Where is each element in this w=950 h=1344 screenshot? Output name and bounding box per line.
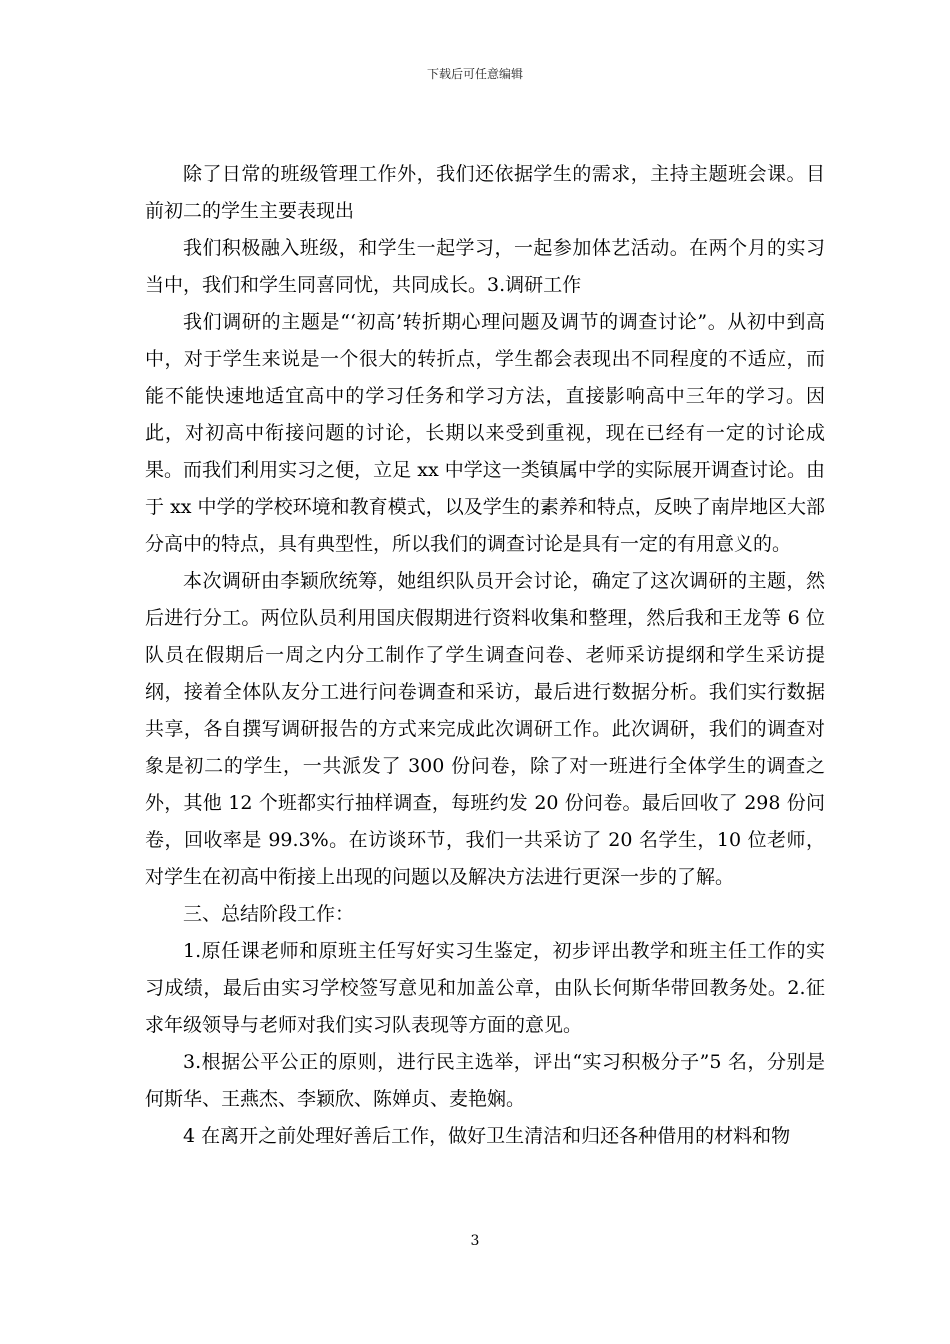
paragraph-summary-item-1-2: 1.原任课老师和原班主任写好实习生鉴定，初步评出教学和班主任工作的实习成绩，最后由实习学校签写意见和加盖公章，由队长何斯华带回教务处。2.征求年级领导与老师对我们实习队表现等方面的意见。	[145, 940, 825, 1036]
paragraph-class-meeting: 除了日常的班级管理工作外，我们还依据学生的需求，主持主题班会课。目前初二的学生主要表现出	[145, 163, 825, 222]
section-heading-summary: 三、总结阶段工作：	[183, 903, 355, 925]
paragraph-summary-item-4: 4 在离开之前处理好善后工作，做好卫生清洁和归还各种借用的材料和物	[183, 1125, 791, 1147]
page-number: 3	[470, 1233, 480, 1249]
document-body	[145, 156, 825, 1155]
paragraph-research-process: 本次调研由李颖欣统筹，她组织队员开会讨论，确定了这次调研的主题，然后进行分工。两位队员利用国庆假期进行资料收集和整理，然后我和王龙等 6 位队员在假期后一周之内分工制作了学生调查问卷、老师采访提纲和学生采访提纲，接着全体队友分工进行问卷调查和采访，最后进行数据分析。我们实行数据共享，各自撰写调研报告的方式来完成此次调研工作。此次调研，我们的调查对象是初二的学生，一共派发了 300 份问卷，除了对一班进行全体学生的调查之外，其他 12 个班都实行抽样调查，每班约发 20 份问卷。最后回收了 298 份问卷，回收率是 99.3%。在访谈环节，我们一共采访了 20 名学生，10 位老师，对学生在初高中衔接上出现的问题以及解决方法进行更深一步的了解。	[145, 570, 825, 888]
paragraph-research-topic: 我们调研的主题是“‘初高’转折期心理问题及调节的调查讨论”。从初中到高中，对于学生来说是一个很大的转折点，学生都会表现出不同程度的不适应，而能不能快速地适宜高中的学习任务和学习方法，直接影响高中三年的学习。因此，对初高中衔接问题的讨论，长期以来受到重视，现在已经有一定的讨论成果。而我们利用实习之便，立足 xx 中学这一类镇属中学的实际展开调查讨论。由于 xx 中学的学校环境和教育模式，以及学生的素养和特点，反映了南岸地区大部分高中的特点，具有典型性，所以我们的调查讨论是具有一定的有用意义的。	[145, 311, 825, 555]
paragraph-integration: 我们积极融入班级，和学生一起学习，一起参加体艺活动。在两个月的实习当中，我们和学生同喜同忧，共同成长。3.调研工作	[145, 237, 825, 296]
paragraph-summary-item-3: 3.根据公平公正的原则，进行民主选举，评出“实习积极分子”5 名，分别是何斯华、王燕杰、李颖欣、陈婵贞、麦艳娴。	[145, 1051, 825, 1110]
page-header: 下载后可任意编辑	[426, 67, 523, 81]
